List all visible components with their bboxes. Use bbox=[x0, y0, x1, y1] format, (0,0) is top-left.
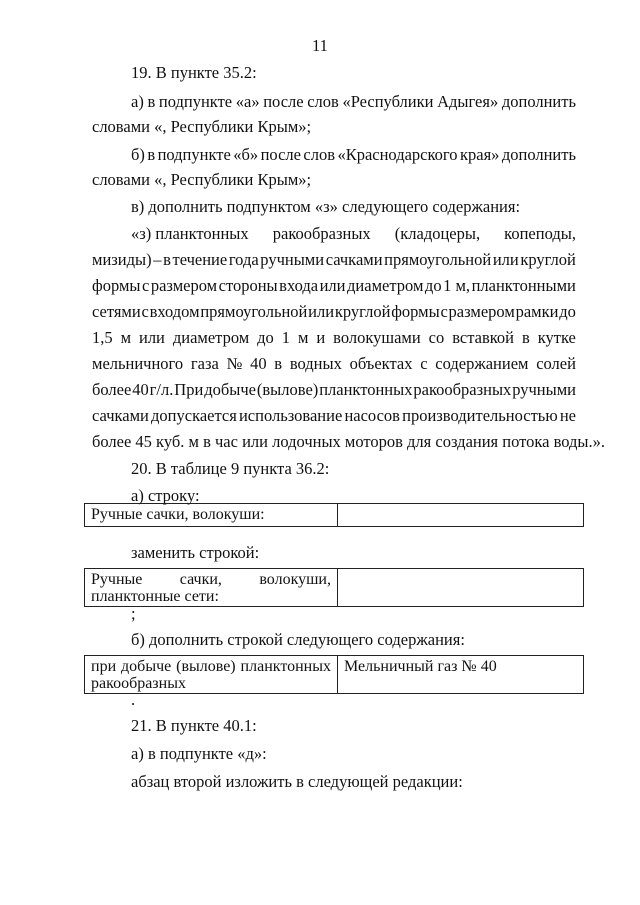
word: сетями bbox=[92, 302, 141, 321]
table-new-col1 bbox=[85, 569, 338, 607]
word: входом bbox=[149, 302, 200, 321]
word: или bbox=[492, 250, 519, 269]
word: с bbox=[141, 302, 149, 321]
quote-line-3 bbox=[92, 276, 576, 296]
word: планктонных bbox=[240, 658, 331, 675]
page-number: 11 bbox=[312, 36, 328, 55]
quote-line-6 bbox=[92, 354, 576, 374]
word: водных bbox=[289, 354, 342, 373]
table-old-col2 bbox=[338, 504, 584, 527]
quote-line-4 bbox=[92, 302, 576, 322]
word: в bbox=[147, 145, 156, 164]
word: слов bbox=[307, 92, 339, 111]
word: использование bbox=[238, 406, 343, 425]
table-added-col1 bbox=[85, 656, 338, 694]
word: при bbox=[91, 658, 117, 675]
semicolon: ; bbox=[131, 604, 136, 623]
item-19-heading: 19. В пункте 35.2: bbox=[131, 63, 257, 82]
word: диаметром bbox=[347, 276, 424, 295]
word: или bbox=[138, 328, 165, 347]
word: входа bbox=[279, 276, 319, 295]
word: со bbox=[428, 328, 445, 347]
word: Ручные bbox=[91, 571, 143, 588]
word: «з) планктонных bbox=[131, 224, 249, 243]
table-added-col1-line2: ракообразных bbox=[91, 675, 186, 692]
word: более bbox=[92, 380, 132, 399]
word: объектах bbox=[349, 354, 413, 373]
word: в bbox=[274, 354, 283, 373]
item-20-replace-label: заменить строкой: bbox=[131, 543, 260, 562]
word: стороны bbox=[218, 276, 278, 295]
item-20-heading: 20. В таблице 9 пункта 36.2: bbox=[131, 459, 330, 478]
word: прямоугольной bbox=[200, 302, 308, 321]
word: копеподы, bbox=[504, 224, 576, 243]
word: круглой bbox=[520, 250, 576, 269]
word: размером bbox=[448, 302, 515, 321]
word: г/л. bbox=[149, 380, 174, 399]
word: до bbox=[559, 302, 576, 321]
word: прямоугольной bbox=[384, 250, 492, 269]
word: допускается bbox=[151, 406, 237, 425]
word: ручными bbox=[260, 250, 325, 269]
item-20-a-label: а) строку: bbox=[131, 486, 200, 505]
word: планктонных bbox=[319, 380, 413, 399]
word: с bbox=[420, 354, 428, 373]
word: «Республики bbox=[342, 92, 434, 111]
word: 1,5 bbox=[92, 328, 113, 347]
word: б) bbox=[131, 145, 145, 164]
item-21-b-label: абзац второй изложить в следующей редакции: bbox=[131, 772, 463, 791]
word: ракообразных bbox=[413, 380, 512, 399]
item-19-a-line1 bbox=[131, 92, 576, 112]
word: диаметром bbox=[172, 328, 250, 347]
word: При bbox=[174, 380, 204, 399]
word: солей bbox=[536, 354, 576, 373]
table-row-added bbox=[84, 655, 584, 694]
word: № bbox=[226, 354, 243, 373]
item-19-b-line1 bbox=[131, 145, 576, 165]
word: Адыгея» bbox=[437, 92, 499, 111]
word: года bbox=[228, 250, 259, 269]
item-21-heading: 21. В пункте 40.1: bbox=[131, 716, 257, 735]
table-row-old bbox=[84, 503, 584, 527]
quote-line-5 bbox=[92, 328, 576, 348]
item-19-a-line2: словами «, Республики Крым»; bbox=[92, 117, 312, 136]
word: производительностью bbox=[402, 406, 558, 425]
word: подпункте bbox=[157, 145, 231, 164]
period: . bbox=[131, 690, 136, 709]
word: с bbox=[142, 276, 150, 295]
word: ручными bbox=[512, 380, 576, 399]
word: волокушами bbox=[333, 328, 421, 347]
word: до bbox=[257, 328, 274, 347]
word: или bbox=[308, 302, 335, 321]
word: «а» bbox=[235, 92, 260, 111]
word: мизиды) bbox=[92, 250, 152, 269]
table-added-col1-line1 bbox=[91, 658, 331, 675]
table-added-col2: Мельничный газ № 40 bbox=[338, 656, 584, 694]
quote-line-8 bbox=[92, 406, 576, 426]
word: содержанием bbox=[435, 354, 529, 373]
word: слов bbox=[303, 145, 336, 164]
word: (вылове) bbox=[256, 380, 319, 399]
table-new-col2 bbox=[338, 569, 584, 607]
word: формы bbox=[92, 276, 141, 295]
word: насосов bbox=[344, 406, 400, 425]
word: сачки, bbox=[179, 571, 222, 588]
word: формы bbox=[391, 302, 440, 321]
word: (вылове) bbox=[176, 658, 236, 675]
word: волокуши, bbox=[259, 571, 331, 588]
word: 1 м, bbox=[443, 276, 471, 295]
quote-line-7 bbox=[92, 380, 576, 400]
word: 1 bbox=[281, 328, 291, 347]
word: в bbox=[163, 250, 171, 269]
table-new-col1-line1 bbox=[91, 571, 331, 588]
item-20-b-label: б) дополнить строкой следующего содержания: bbox=[131, 630, 465, 649]
word: и bbox=[316, 328, 326, 347]
quote-line-1 bbox=[131, 224, 576, 244]
word: м bbox=[120, 328, 132, 347]
word: вставкой bbox=[452, 328, 514, 347]
word: в bbox=[521, 328, 530, 347]
word: кутке bbox=[537, 328, 576, 347]
word: круглой bbox=[334, 302, 391, 321]
word: размером bbox=[150, 276, 218, 295]
word: а) bbox=[131, 92, 144, 111]
table-row-new bbox=[84, 568, 584, 607]
word: течение bbox=[172, 250, 228, 269]
word: – bbox=[153, 250, 162, 269]
table-old-col1: Ручные сачки, волокуши: bbox=[85, 504, 338, 527]
word: после bbox=[260, 145, 301, 164]
item-19-c-line: в) дополнить подпунктом «з» следующего содержания: bbox=[131, 197, 521, 216]
item-19-b-line2: словами «, Республики Крым»; bbox=[92, 170, 312, 189]
item-21-a-label: а) в подпункте «д»: bbox=[131, 744, 267, 763]
word: подпункте bbox=[158, 92, 233, 111]
word: 40 bbox=[250, 354, 267, 373]
word: ракообразных bbox=[272, 224, 371, 243]
word: после bbox=[263, 92, 304, 111]
word: добыче bbox=[204, 380, 256, 399]
word: мельничного bbox=[92, 354, 184, 373]
word: или bbox=[319, 276, 346, 295]
word: 40 bbox=[132, 380, 149, 399]
word: «Краснодарского bbox=[337, 145, 458, 164]
word: планктонными bbox=[471, 276, 576, 295]
word: добыче bbox=[121, 658, 172, 675]
quote-line-2 bbox=[92, 250, 576, 270]
word: газа bbox=[190, 354, 219, 373]
word: края» bbox=[459, 145, 500, 164]
word: дополнить bbox=[501, 145, 576, 164]
table-new-col1-line2: планктонные сети: bbox=[91, 588, 219, 605]
word: сачками bbox=[92, 406, 149, 425]
word: рамки bbox=[515, 302, 559, 321]
word: дополнить bbox=[501, 92, 576, 111]
word: не bbox=[559, 406, 576, 425]
word: сачками bbox=[325, 250, 383, 269]
word: «б» bbox=[233, 145, 259, 164]
word: м bbox=[297, 328, 309, 347]
word: (кладоцеры, bbox=[394, 224, 481, 243]
quote-line-9: более 45 куб. м в час или лодочных моторов для создания потока воды.». bbox=[92, 432, 606, 451]
word: до bbox=[424, 276, 442, 295]
word: в bbox=[147, 92, 156, 111]
word: с bbox=[440, 302, 448, 321]
